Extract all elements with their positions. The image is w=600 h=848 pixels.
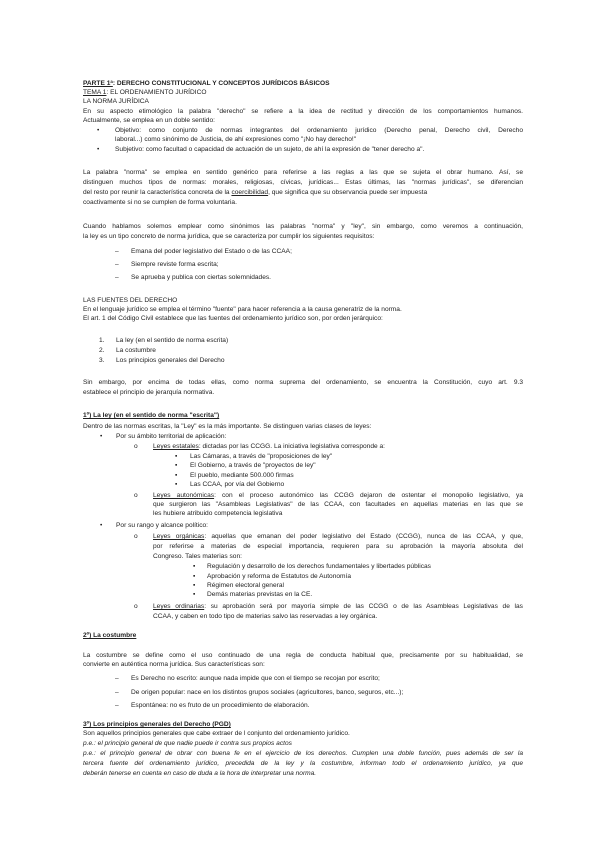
list-item: La costumbre bbox=[116, 347, 156, 354]
list-item: Aprobación y reforma de Estatutos de Autonomía bbox=[207, 573, 352, 580]
list-item: De origen popular: nace en los distintos grupos sociales (agricultores, banco, seguros, etc...); bbox=[131, 689, 404, 696]
organicas-item: Leyes orgánicas: aquellas que emanan del poder legislativo del Estado (CCGG), nunca de las CCAA, y que, bbox=[153, 533, 523, 540]
paragraph-line: del resto por reunir la característica concreta de la coercibilidad, que significa que su observancia puede ser impuesta bbox=[83, 189, 428, 196]
example-line: tercera fuente del ordenamiento jurídico, precedida de la ley y la costumbre, informan todo el ordenamiento jurídico, ya que bbox=[83, 760, 523, 767]
paragraph-line: la ley es un tipo concreto de norma jurídica, que se caracteriza por cumplir los siguientes requisitos: bbox=[83, 233, 375, 240]
square-bullet-icon: ▪ bbox=[175, 462, 178, 469]
section-title: LAS FUENTES DEL DERECHO bbox=[83, 297, 178, 304]
list-item: Espontánea: no es fruto de un procedimiento de elaboración. bbox=[131, 702, 310, 709]
paragraph-line: Dentro de las normas escritas, la "Ley" es la más importante. Se distinguen varias clases de leyes: bbox=[83, 423, 372, 430]
list-number: 3. bbox=[99, 357, 105, 364]
paragraph-line: por referirse a materias de especial importancia, requieren para su aprobación la mayoría absoluta del bbox=[153, 543, 523, 550]
square-bullet-icon: ▪ bbox=[193, 582, 196, 589]
dash-icon: – bbox=[115, 702, 119, 709]
autonomicas-item: Leyes autonómicas: con el proceso autonómico las CCGG dejaron de ostentar el monopolio legislativo, ya bbox=[153, 492, 523, 499]
list-item: Las Cámaras, a través de "proposiciones de ley" bbox=[190, 453, 333, 460]
bullet-text: Objetivo: como conjunto de normas integrantes del ordenamiento jurídico (Derecho penal, Derecho civil, Derecho bbox=[115, 127, 523, 134]
paragraph-line: La palabra "norma" se emplea en sentido genérico para referirse a las reglas a las que se sujeta el obrar humano. Así, se bbox=[83, 169, 523, 176]
paragraph-line: El art. 1 del Código Civil establece que las fuentes del ordenamiento jurídico son, por orden jerárquico: bbox=[83, 315, 383, 322]
bullet-text: laboral...) como sinónimo de Justicia, de ahí expresiones como "¡No hay derecho!" bbox=[115, 136, 357, 143]
paragraph-line: coactivamente si no se cumplen de forma voluntaria. bbox=[83, 199, 237, 206]
list-item: Se aprueba y publica con ciertas solemnidades. bbox=[131, 274, 272, 281]
bullet-text: Subjetivo: como facultad o capacidad de actuación de un sujeto, de ahí la expresión de "tener derecho a". bbox=[115, 146, 425, 153]
circle-bullet-icon: o bbox=[134, 443, 138, 450]
part-heading: PARTE 1ª: DERECHO CONSTITUCIONAL Y CONCEPTOS JURÍDICOS BÁSICOS bbox=[83, 80, 330, 87]
bullet-icon: • bbox=[97, 127, 100, 134]
square-bullet-icon: ▪ bbox=[193, 591, 196, 598]
dash-icon: – bbox=[115, 675, 119, 682]
square-bullet-icon: ▪ bbox=[175, 453, 178, 460]
square-bullet-icon: ▪ bbox=[193, 573, 196, 580]
section-title: LA NORMA JURÍDICA bbox=[83, 98, 149, 105]
circle-bullet-icon: o bbox=[134, 533, 138, 540]
paragraph-line: En su aspecto etimológico la palabra "derecho" se refiere a la idea de rectitud y dirección de los comportamientos humanos. bbox=[83, 108, 523, 115]
paragraph-line: Son aquellos principios generales que cabe extraer de l conjunto del ordenamiento jurídico. bbox=[83, 730, 350, 737]
dash-icon: – bbox=[115, 248, 119, 255]
bullet-text: Por su ámbito territorial de aplicación: bbox=[116, 433, 227, 440]
list-item: La ley (en el sentido de norma escrita) bbox=[116, 337, 229, 344]
list-item: El Gobierno, a través de "proyectos de ley" bbox=[190, 462, 316, 469]
list-item: Emana del poder legislativo del Estado o de las CCAA; bbox=[131, 248, 292, 255]
paragraph-line: que surgieron las "Asambleas Legislativas" de las CCAA, con facultades en aquellas materias en las que se bbox=[153, 501, 523, 508]
coercibilidad-term: coercibilidad bbox=[231, 189, 269, 196]
list-item: Siempre reviste forma escrita; bbox=[131, 261, 219, 268]
paragraph-line: Actualmente, se emplea en un doble sentido: bbox=[83, 117, 215, 124]
dash-icon: – bbox=[115, 261, 119, 268]
topic-heading: TEMA 1: EL ORDENAMIENTO JURÍDICO bbox=[83, 89, 207, 96]
paragraph-line: En el lenguaje jurídico se emplea el término "fuente" para hacer referencia a la causa generatriz de la norma. bbox=[83, 306, 402, 313]
square-bullet-icon: ▪ bbox=[175, 481, 178, 488]
estatales-item: Leyes estatales: dictadas por las CCGG. La iniciativa legislativa corresponde a: bbox=[153, 443, 386, 450]
list-item: Las CCAA, por vía del Gobierno bbox=[190, 481, 285, 488]
square-bullet-icon: ▪ bbox=[193, 563, 196, 570]
dash-icon: – bbox=[115, 274, 119, 281]
ordinarias-item: Leyes ordinarias: su aprobación será por mayoría simple de las CCGG o de las Asambleas Legislativas de las bbox=[153, 603, 523, 610]
paragraph-line: distinguen muchos tipos de normas: morales, religiosas, cívicas, jurídicas... Estas últimas, las "normas jurídicas", se diferencian bbox=[83, 179, 523, 186]
bullet-icon: • bbox=[97, 146, 100, 153]
list-number: 1. bbox=[99, 337, 105, 344]
paragraph-line: les hubiere atribuido competencia legislativa bbox=[153, 510, 283, 517]
example-line: deberán tenerse en cuenta en caso de duda a la hora de interpretar una norma. bbox=[83, 770, 317, 777]
example-line: p.e.: el principio general de obrar con buena fe en el ejercicio de los derechos. Cumplen una doble función, pues además de ser la bbox=[83, 750, 523, 757]
subsection-title: 3º) Los principios generales del Derecho (PGD) bbox=[83, 721, 231, 728]
list-item: Demás materias previstas en la CE. bbox=[207, 591, 313, 598]
list-item: Es Derecho no escrito: aunque nada impide que con el tiempo se recojan por escrito; bbox=[131, 675, 380, 682]
list-item: Régimen electoral general bbox=[207, 582, 284, 589]
list-item: El pueblo, mediante 500.000 firmas bbox=[190, 472, 294, 479]
paragraph-line: La costumbre se define como el uso continuado de una regla de conducta habitual que, precisamente por su habitualidad, se bbox=[83, 652, 523, 659]
circle-bullet-icon: o bbox=[134, 492, 138, 499]
bullet-icon: • bbox=[100, 433, 103, 440]
example-line: p.e.: el principio general de que nadie puede ir contra sus propios actos bbox=[83, 740, 292, 747]
paragraph-line: Sin embargo, por encima de todas ellas, como norma suprema del ordenamiento, se encuentra la Constitución, cuyo art. 9.3 bbox=[83, 379, 523, 386]
list-number: 2. bbox=[99, 347, 105, 354]
paragraph-line: establece el principio de jerarquía normativa. bbox=[83, 389, 215, 396]
list-item: Regulación y desarrollo de los derechos fundamentales y libertades públicas bbox=[207, 563, 431, 570]
bullet-text: Por su rango y alcance político: bbox=[116, 522, 208, 529]
subsection-title: 2º) La costumbre bbox=[83, 632, 137, 639]
list-item: Los principios generales del Derecho bbox=[116, 357, 225, 364]
square-bullet-icon: ▪ bbox=[175, 472, 178, 479]
paragraph-line: Cuando hablamos solemos emplear como sinónimos las palabras "norma" y "ley", sin embargo, como veremos a continuación, bbox=[83, 223, 523, 230]
bullet-icon: • bbox=[100, 522, 103, 529]
dash-icon: – bbox=[115, 689, 119, 696]
paragraph-line: convierte en auténtica norma jurídica. Sus características son: bbox=[83, 661, 265, 668]
subsection-title: 1º) La ley (en el sentido de norma "escrita") bbox=[83, 412, 220, 419]
circle-bullet-icon: o bbox=[134, 603, 138, 610]
paragraph-line: Congreso. Tales materias son: bbox=[153, 553, 242, 560]
paragraph-line: CCAA, y caben en todo tipo de materias salvo las reservadas a ley orgánica. bbox=[153, 613, 378, 620]
